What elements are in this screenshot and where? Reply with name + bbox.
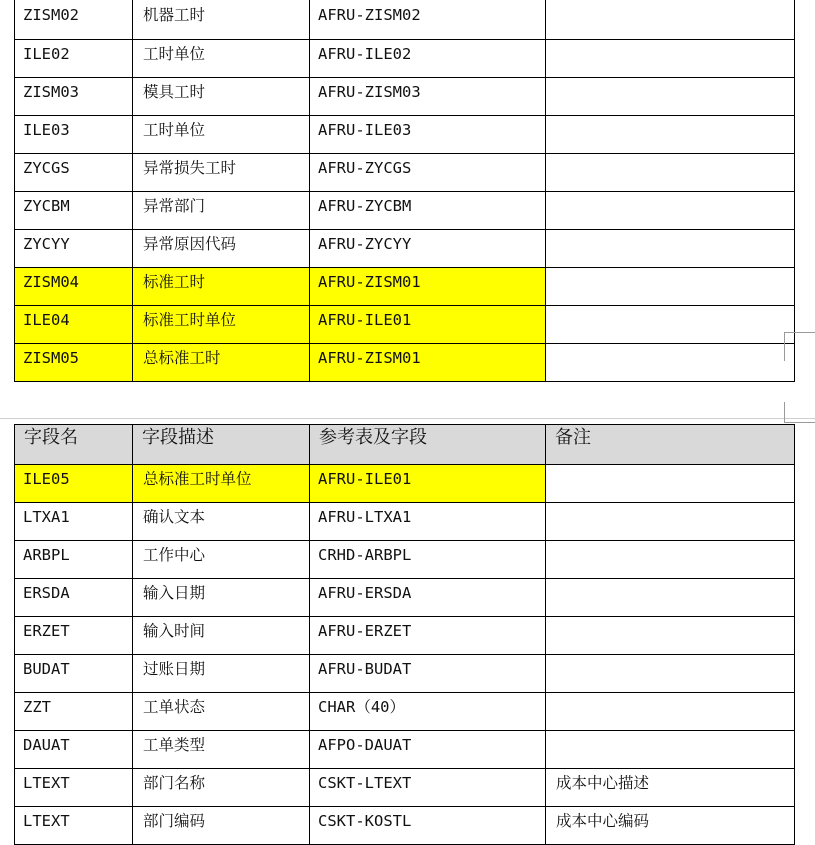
cell-field-name: ZISM04 [15,267,133,305]
header-note: 备注 [546,425,795,465]
cell-note [546,617,795,655]
cell-ref-field: AFRU-BUDAT [310,655,546,693]
cell-field-name: ZISM02 [15,0,133,39]
table-row [15,731,795,769]
cell-field-name: ZYCGS [15,153,133,191]
header-field-desc: 字段描述 [133,425,310,465]
cell-note [546,229,795,267]
cell-note [546,39,795,77]
cell-ref-field: AFRU-ILE02 [310,39,546,77]
table-row [15,579,795,617]
cell-note [546,0,795,39]
table-row [15,267,795,305]
cell-note: 成本中心编码 [546,807,795,845]
cell-ref-field: CSKT-LTEXT [310,769,546,807]
table-row [15,807,795,845]
cell-field-name: ZISM03 [15,77,133,115]
cell-note [546,77,795,115]
cell-field-desc: 输入时间 [133,617,310,655]
cell-field-name: ZISM05 [15,343,133,381]
cell-field-name: ERZET [15,617,133,655]
cell-note [546,305,795,343]
cell-field-name: ZYCBM [15,191,133,229]
page-corner-mark [784,332,815,361]
cell-field-desc: 工时单位 [133,115,310,153]
page-corner-mark [784,402,815,423]
table-row [15,693,795,731]
cell-note [546,503,795,541]
cell-note [546,191,795,229]
table-row [15,77,795,115]
cell-field-desc: 确认文本 [133,503,310,541]
cell-ref-field: AFRU-ZISM03 [310,77,546,115]
field-table-continued [14,0,795,382]
cell-field-name: ILE02 [15,39,133,77]
cell-note [546,465,795,503]
cell-field-name: ZZT [15,693,133,731]
cell-field-desc: 异常原因代码 [133,229,310,267]
cell-field-name: DAUAT [15,731,133,769]
table-row [15,343,795,381]
cell-field-desc: 标准工时 [133,267,310,305]
cell-field-desc: 异常损失工时 [133,153,310,191]
cell-field-desc: 输入日期 [133,579,310,617]
cell-ref-field: AFRU-ZYCGS [310,153,546,191]
table-row [15,0,795,39]
table-body [15,0,795,381]
cell-field-desc: 机器工时 [133,0,310,39]
cell-ref-field: AFRU-ILE03 [310,115,546,153]
cell-ref-field: AFRU-ERSDA [310,579,546,617]
cell-field-desc: 异常部门 [133,191,310,229]
cell-field-desc: 总标准工时单位 [133,465,310,503]
cell-ref-field: AFRU-ZYCYY [310,229,546,267]
cell-note [546,153,795,191]
cell-note [546,115,795,153]
header-field-name: 字段名 [15,425,133,465]
cell-field-desc: 工时单位 [133,39,310,77]
cell-ref-field: AFRU-ILE01 [310,305,546,343]
cell-field-name: BUDAT [15,655,133,693]
table-header-row [15,425,795,465]
cell-note: 成本中心描述 [546,769,795,807]
table-row [15,153,795,191]
cell-field-desc: 过账日期 [133,655,310,693]
table-row [15,503,795,541]
cell-field-name: LTXA1 [15,503,133,541]
header-ref-field: 参考表及字段 [310,425,546,465]
cell-ref-field: AFPO-DAUAT [310,731,546,769]
table-row [15,39,795,77]
table-row [15,617,795,655]
cell-note [546,731,795,769]
cell-ref-field: AFRU-ZISM01 [310,267,546,305]
cell-note [546,655,795,693]
cell-ref-field: AFRU-LTXA1 [310,503,546,541]
cell-field-desc: 工单状态 [133,693,310,731]
table-row [15,769,795,807]
cell-field-desc: 部门名称 [133,769,310,807]
cell-ref-field: CHAR（40） [310,693,546,731]
cell-note [546,541,795,579]
page-break-line [0,418,815,419]
cell-field-name: ARBPL [15,541,133,579]
table-row [15,115,795,153]
cell-note [546,693,795,731]
cell-field-name: ILE05 [15,465,133,503]
table-row [15,541,795,579]
cell-field-desc: 标准工时单位 [133,305,310,343]
cell-ref-field: CRHD-ARBPL [310,541,546,579]
cell-field-desc: 总标准工时 [133,343,310,381]
cell-ref-field: AFRU-ERZET [310,617,546,655]
table-row [15,305,795,343]
table-row [15,655,795,693]
cell-field-name: LTEXT [15,769,133,807]
field-table [14,424,795,845]
table-row [15,191,795,229]
cell-note [546,579,795,617]
cell-note [546,343,795,381]
cell-field-desc: 部门编码 [133,807,310,845]
cell-ref-field: AFRU-ZISM02 [310,0,546,39]
cell-field-name: ILE04 [15,305,133,343]
cell-ref-field: CSKT-KOSTL [310,807,546,845]
table-row [15,229,795,267]
cell-ref-field: AFRU-ILE01 [310,465,546,503]
cell-ref-field: AFRU-ZISM01 [310,343,546,381]
cell-field-name: ZYCYY [15,229,133,267]
cell-note [546,267,795,305]
cell-field-desc: 工作中心 [133,541,310,579]
table-row [15,465,795,503]
cell-field-desc: 工单类型 [133,731,310,769]
cell-field-name: ILE03 [15,115,133,153]
cell-ref-field: AFRU-ZYCBM [310,191,546,229]
cell-field-name: LTEXT [15,807,133,845]
cell-field-name: ERSDA [15,579,133,617]
table-body [15,465,795,845]
cell-field-desc: 模具工时 [133,77,310,115]
